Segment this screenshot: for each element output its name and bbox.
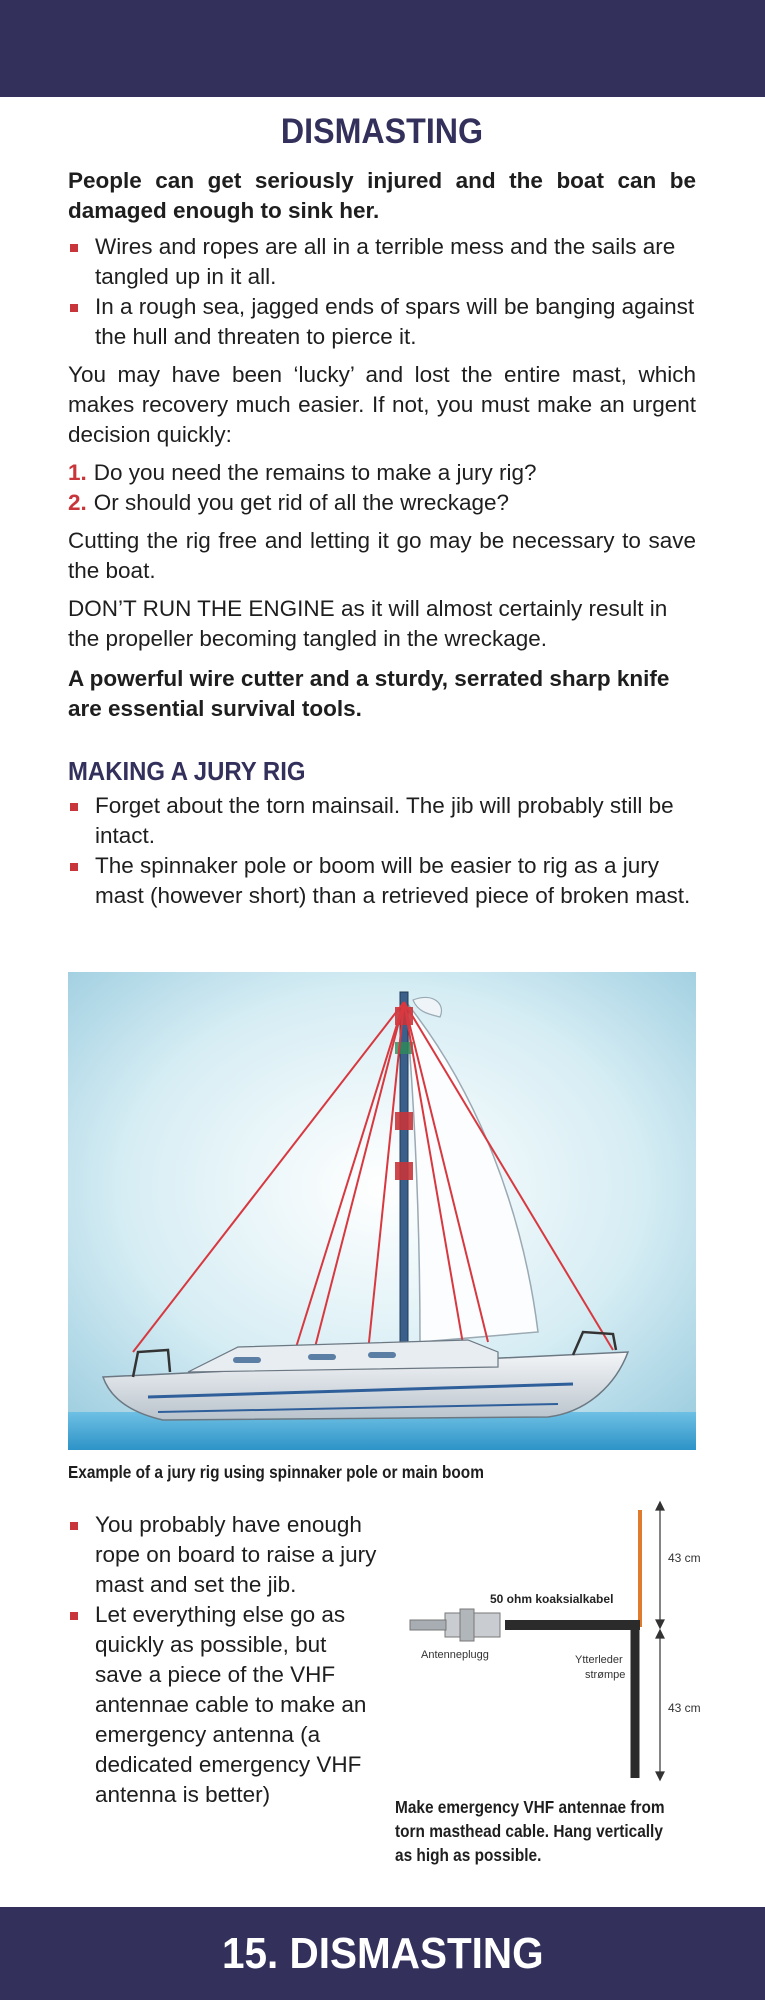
section-heading-jury-rig: MAKING A JURY RIG [68, 756, 306, 786]
jury-rig-illustration [68, 972, 696, 1450]
list-number: 1. [68, 460, 87, 485]
mast-lashing [395, 1162, 413, 1180]
label-cable: 50 ohm koaksialkabel [490, 1592, 614, 1606]
label-outer-1: Ytterleder [575, 1654, 623, 1666]
porthole [368, 1352, 396, 1358]
dimension-lines [656, 1502, 664, 1780]
illustration-caption: Example of a jury rig using spinnaker pole or main boom [68, 1462, 484, 1482]
jury-rig-bullet-list [68, 791, 696, 911]
lead-paragraph: People can get seriously injured and the boat can be damaged enough to sink her. [68, 168, 696, 223]
porthole [233, 1357, 261, 1363]
list-number: 2. [68, 490, 87, 515]
antenna-caption: Make emergency VHF antennae from torn masthead cable. Hang vertically as high as possible. [395, 1797, 665, 1865]
main-content [68, 112, 696, 919]
antenna-text-column [68, 1510, 378, 1810]
antenna-element-cable [563, 1510, 640, 1625]
coax-cable [505, 1620, 640, 1630]
list-item: You probably have enough rope on board to raise a jury mast and set the jib. [68, 1510, 378, 1600]
list-text: Do you need the remains to make a jury rig? [93, 460, 537, 485]
list-item: The spinnaker pole or boom will be easier to rig as a jury mast (however short) than a retrieved piece of broken mast. [68, 851, 696, 911]
footer-band [0, 1907, 765, 2000]
page-title: DISMASTING [280, 112, 484, 151]
list-item: Let everything else go as quickly as possible, but save a piece of the VHF antennae cable to make an emergency antenna (a dedicated emergency VHF antenna is better) [68, 1600, 378, 1810]
label-dim-bottom: 43 cm [668, 1701, 701, 1715]
label-dim-top: 43 cm [668, 1551, 701, 1565]
paragraph-engine: DON’T RUN THE ENGINE as it will almost certainly result in the propeller becoming tangled in the wreckage. [68, 596, 668, 651]
list-item [68, 458, 696, 488]
paragraph-tools: A powerful wire cutter and a sturdy, serrated sharp knife are essential survival tools. [68, 666, 670, 721]
decision-list [68, 458, 696, 518]
footer-title: 15. DISMASTING [221, 1928, 544, 1978]
vhf-antenna-diagram [385, 1500, 705, 1790]
paragraph-lucky: You may have been ‘lucky’ and lost the entire mast, which makes recovery much easier. If not, you must make an urgent decision quickly: [68, 362, 696, 447]
label-outer-2: strømpe [585, 1669, 626, 1681]
plug-nut [460, 1609, 474, 1641]
mast-lashing [395, 1112, 413, 1130]
header-band [0, 0, 765, 97]
porthole [308, 1354, 336, 1360]
antenna-bullet-list [68, 1510, 378, 1810]
list-text: Or should you get rid of all the wreckage? [93, 490, 509, 515]
label-plug: Antenneplugg [421, 1649, 489, 1661]
list-item: Wires and ropes are all in a terrible mess and the sails are tangled up in it all. [68, 232, 696, 292]
plug-pin [410, 1620, 446, 1630]
intro-bullet-list [68, 232, 696, 352]
list-item: Forget about the torn mainsail. The jib will probably still be intact. [68, 791, 696, 851]
list-item [68, 488, 696, 518]
paragraph-cut-rig: Cutting the rig free and letting it go may be necessary to save the boat. [68, 528, 696, 583]
list-item: In a rough sea, jagged ends of spars will be banging against the hull and threaten to pierce it. [68, 292, 696, 352]
